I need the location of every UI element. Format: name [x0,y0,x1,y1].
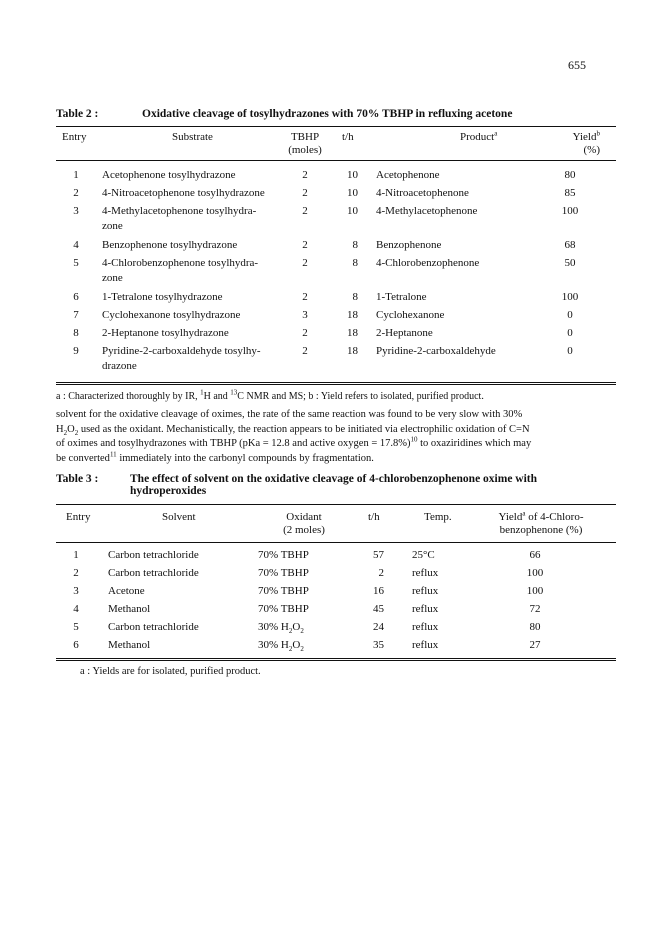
table3-cell-solvent: Methanol [108,639,151,651]
table3-cell-solvent: Methanol [108,603,151,615]
table3-cell-time: 2 [378,567,384,579]
table2-cell-substrate: Acetophenone tosylhydrazone [102,169,236,181]
table3-cell-entry: 3 [73,585,79,597]
table2-cell-time: 18 [347,345,358,357]
table2-cell-tbhp: 2 [302,169,308,181]
table3-header-oxidant-1: Oxidant [286,511,322,523]
table2-header [0,130,672,160]
table2-cell-entry: 3 [73,205,79,217]
table3-cell-oxidant [258,602,309,616]
table2-caption [56,108,512,120]
table3-label: Table 3 : [56,473,99,485]
table2-cell-substrate: Pyridine-2-carboxaldehyde tosylhy- [102,345,261,357]
table3-cell-yield: 72 [529,603,541,615]
table2-cell-time: 18 [347,309,358,321]
table3-header-yield-2: benzophenone (%) [499,524,583,536]
table2-cell-substrate: 2-Heptanone tosylhydrazone [102,327,229,339]
table3-cell-temp: reflux [412,603,439,615]
table3-cell-time: 45 [373,603,384,615]
table3-cell-time: 57 [373,549,384,561]
table3-cell-solvent: Carbon tetrachloride [108,549,199,561]
table3-cell-yield: 66 [529,549,541,561]
table3-oxidant-sub2: 2 [300,645,304,654]
table3-cell-yield: 80 [529,621,541,633]
table3-cell-solvent: Carbon tetrachloride [108,567,199,579]
paragraph-line-2: $H_2O_2$ used as the oxidant. Mechanistically, the reaction appears to be initiated via electrophilic oxidation of C=N [56,423,530,437]
table2-cell-time: 10 [347,205,358,217]
table2-header-yield-2: (%) [583,144,600,156]
table3-oxidant-o: O [292,639,301,651]
table2-cell-entry: 8 [73,327,79,339]
table3-oxidant-sub2: 2 [300,627,304,636]
table2-cell-tbhp: 2 [302,327,308,339]
table2-cell-product: Pyridine-2-carboxaldehyde [376,345,496,357]
table3-cell-yield: 100 [526,585,544,597]
table2-cell-substrate-cont: zone [102,220,123,232]
table3-cell-oxidant [258,548,309,562]
table2-cell-yield: 68 [564,239,576,251]
body-paragraph [56,408,616,466]
table2-cell-yield: 0 [567,309,573,321]
table3-cell-time: 35 [373,639,384,651]
table2-cell-product: Cyclohexanone [376,309,445,321]
table2-cell-substrate: 4-Chlorobenzophenone tosylhydra- [102,257,259,269]
table2-header-tbhp-1: TBHP [290,131,320,143]
page-number: 655 [568,58,586,72]
table2-cell-time: 8 [352,291,358,303]
table2-bottom-rule [56,382,616,385]
table2-header-yield-1: Yield$^b$ [572,129,600,143]
table3-cell-temp: reflux [412,621,439,633]
table2-cell-product: 2-Heptanone [376,327,433,339]
table3-cell-yield: 27 [529,639,541,651]
table3-oxidant-sub: 2 [288,627,293,636]
table3-cell-solvent: Acetone [108,585,145,597]
table2-cell-product: 1-Tetralone [376,291,427,303]
table2-cell-substrate: 4-Nitroacetophenone tosylhydrazone [102,187,265,199]
table3-oxidant-text: 30% H [258,621,289,633]
table2-cell-tbhp: 2 [302,345,308,357]
table2-cell-tbhp: 2 [302,291,308,303]
table2-cell-yield: 0 [567,345,573,357]
table3-cell-time: 24 [373,621,384,633]
table2-cell-tbhp: 2 [302,205,308,217]
table3-caption [56,473,616,497]
table3-cell-oxidant [258,620,304,634]
table2-cell-substrate: Benzophenone tosylhydrazone [102,239,238,251]
table3-cell-entry: 6 [73,639,79,651]
table3-oxidant-o: O [292,621,301,633]
table3-header-entry: Entry [66,511,91,523]
table3-bottom-rule [56,658,616,661]
table2-cell-product: 4-Nitroacetophenone [376,187,469,199]
table3-oxidant-text: 30% H [258,639,289,651]
table2-cell-entry: 9 [73,345,79,357]
table2-cell-entry: 5 [73,257,79,269]
table2-cell-yield: 0 [567,327,573,339]
table3-cell-entry: 5 [73,621,79,633]
table2-header-rule [56,160,616,161]
table3-cell-temp: reflux [412,567,439,579]
table3-oxidant-text: 70% TBHP [258,603,309,615]
table3-cell-oxidant [258,638,304,652]
paragraph-line-4: be converted$^{11}$ immediately into the carbonyl compounds by fragmentation. [56,450,374,464]
table2-header-entry: Entry [62,131,87,143]
table2-cell-substrate: 4-Methylacetophenone tosylhydra- [102,205,257,217]
table2-cell-yield: 100 [561,205,579,217]
table3-header [0,510,672,540]
table3-cell-oxidant [258,566,309,580]
table3-cell-yield: 100 [526,567,544,579]
table2-label: Table 2 : [56,108,99,120]
table2-cell-time: 10 [347,169,358,181]
table3-header-rule [56,542,616,543]
table3-top-rule [56,504,616,505]
table3-cell-time: 16 [373,585,384,597]
table2-cell-time: 8 [352,239,358,251]
table2-cell-tbhp: 2 [302,257,308,269]
table3-title: The effect of solvent on the oxidative cleavage of 4-chlorobenzophenone oxime with hydroperoxides [130,473,538,497]
table2-cell-time: 10 [347,187,358,199]
table3-oxidant-sub: 2 [288,645,293,654]
table2-cell-product: 4-Methylacetophenone [376,205,478,217]
table2-cell-time: 18 [347,327,358,339]
table2-cell-substrate-cont: drazone [102,360,137,372]
table2-footnote: a : Characterized thoroughly by IR, $^1$H and $^{13}$C NMR and MS; b : Yield refers to isolated, purified product. [56,388,484,402]
table2-cell-product: Acetophenone [376,169,440,181]
table2-cell-time: 8 [352,257,358,269]
table3-cell-temp: reflux [412,585,439,597]
table3-cell-solvent: Carbon tetrachloride [108,621,199,633]
table3-oxidant-text: 70% TBHP [258,549,309,561]
table2-header-time: t/h [342,131,354,143]
table3-cell-entry: 1 [73,549,79,561]
table3-header-yield-1: Yield$^a$ of 4-Chloro- [498,509,584,523]
table3-cell-oxidant [258,584,309,598]
table2-cell-product: Benzophenone [376,239,442,251]
table3-cell-entry: 2 [73,567,79,579]
paragraph-line-1: solvent for the oxidative cleavage of oximes, the rate of the same reaction was found to be very slow with 30% [56,409,523,420]
table3-cell-temp: reflux [412,639,439,651]
table2-header-product: Product$^a$ [460,129,498,143]
table3-footnote: a : Yields are for isolated, purified product. [80,666,261,677]
table3-oxidant-text: 70% TBHP [258,585,309,597]
table2-cell-product: 4-Chlorobenzophenone [376,257,480,269]
table3-header-solvent: Solvent [162,511,196,523]
table2-cell-substrate: 1-Tetralone tosylhydrazone [102,291,223,303]
table2-cell-tbhp: 3 [302,309,308,321]
table2-title: Oxidative cleavage of tosylhydrazones with 70% TBHP in refluxing acetone [142,108,513,120]
table2-cell-yield: 85 [564,187,576,199]
table2-header-tbhp-2: (moles) [288,144,322,156]
table3-oxidant-text: 70% TBHP [258,567,309,579]
table2-cell-entry: 1 [73,169,79,181]
table2-header-substrate: Substrate [172,131,213,143]
table2-cell-yield: 100 [561,291,579,303]
table2-cell-entry: 2 [73,187,79,199]
table2-cell-substrate-cont: zone [102,272,123,284]
table3-body [0,548,672,658]
table2-cell-entry: 7 [73,309,79,321]
table3-cell-entry: 4 [73,603,79,615]
table2-cell-tbhp: 2 [302,187,308,199]
table3-cell-temp: 25°C [412,549,435,561]
table3-header-oxidant-2: (2 moles) [283,524,325,536]
table3-header-time: t/h [368,511,380,523]
table2-cell-yield: 50 [564,257,576,269]
paragraph-line-3: of oximes and tosylhydrazones with TBHP (pKa = 12.8 and active oxygen = 17.8%)$^{10}$ to oxaziridines which may [56,435,532,449]
table2-cell-entry: 4 [73,239,79,251]
table2-top-rule [56,126,616,127]
table2-cell-entry: 6 [73,291,79,303]
table2-cell-yield: 80 [564,169,576,181]
table2-cell-tbhp: 2 [302,239,308,251]
table2-body [0,168,672,378]
table3-header-temp: Temp. [424,511,452,523]
table2-cell-substrate: Cyclohexanone tosylhydrazone [102,309,241,321]
